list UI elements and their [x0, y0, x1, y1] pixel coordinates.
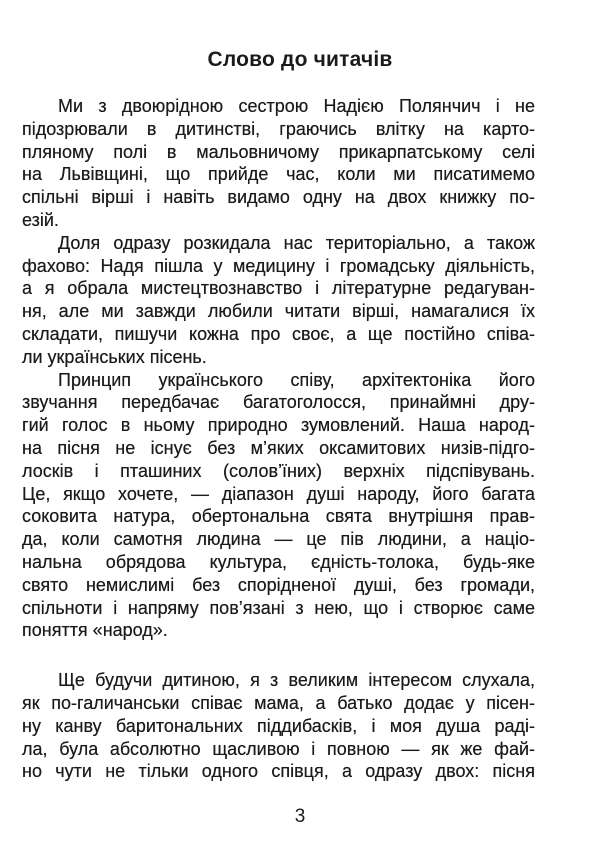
text-line: на пісня не існує без м’яких оксамитових низів-підго- [22, 437, 535, 458]
text-line: ла, була абсолютно щасливою і повною — як же фай- [22, 738, 535, 759]
text-line: да, коли самотня людина — це пів людини, а націо- [22, 529, 535, 550]
text-line: на Львівщині, що прийде час, коли ми писатимемо [22, 164, 535, 185]
paragraph-2 [22, 232, 535, 369]
text-line: як по-галичанськи співає мама, а батько додає у пісен- [22, 692, 535, 713]
text-line: складати, пишучи кожна про своє, а ще постійно співа- [22, 323, 535, 344]
text-line: езій. [22, 209, 59, 230]
text-line: соковита натура, обертональна свята внутрішня прав- [22, 506, 535, 527]
paragraph-1 [22, 95, 535, 232]
text-line: Доля одразу розкидала нас територіально, а також [58, 232, 535, 253]
text-line: свято немислимі без спорідненої душі, без громади, [22, 574, 535, 595]
text-line: Це, якщо хочете, — діапазон душі народу, його багата [22, 483, 535, 504]
text-line: поняття «народ». [22, 620, 168, 641]
section-break [22, 642, 535, 669]
text-line: но чути не тільки одного співця, а одразу двох: пісня [22, 761, 535, 782]
body-text [22, 95, 535, 783]
text-line: Ми з двоюрідною сестрою Надією Полянчич і не [58, 96, 535, 116]
text-line: ня, але ми завжди любили читати вірші, намагалися їх [22, 301, 535, 322]
text-line: Ще будучи дитиною, я з великим інтересом слухала, [58, 670, 535, 691]
text-line: Принцип українського співу, архітектоніка його [58, 369, 535, 390]
paragraph-4 [22, 669, 535, 783]
page-number: 3 [294, 806, 306, 827]
text-line: підозрювали в дитинстві, граючись влітку на карто- [22, 118, 535, 139]
text-line: звучання передбачає багатоголосся, принаймні дру- [22, 392, 535, 413]
text-line: лосків і пташиних (солов’їних) верхніх підспівувань. [22, 460, 535, 481]
page-title: Слово до читачів [207, 48, 393, 71]
text-line: фахово: Надя пішла у медицину і громадську діяльність, [22, 255, 535, 276]
text-line: ли українських пісень. [22, 346, 207, 367]
paragraph-3 [22, 369, 535, 643]
text-line: спільні вірші і навіть видамо одну на двох книжку по- [22, 187, 535, 208]
text-line: нальна обрядова культура, єдність-толока, будь-яке [22, 551, 535, 572]
text-line: гий голос в ньому природно зумовлений. Наша народ- [22, 415, 535, 436]
text-line: пляному полі в мальовничому прикарпатському селі [22, 141, 535, 162]
text-line: ну канву баритональних піддибасків, і моя душа раді- [22, 715, 535, 736]
text-line: спільноти і напряму пов’язані з нею, що і створює саме [22, 597, 535, 618]
text-line: а я обрала мистецтвознавство і літературне редагуван- [22, 278, 535, 299]
